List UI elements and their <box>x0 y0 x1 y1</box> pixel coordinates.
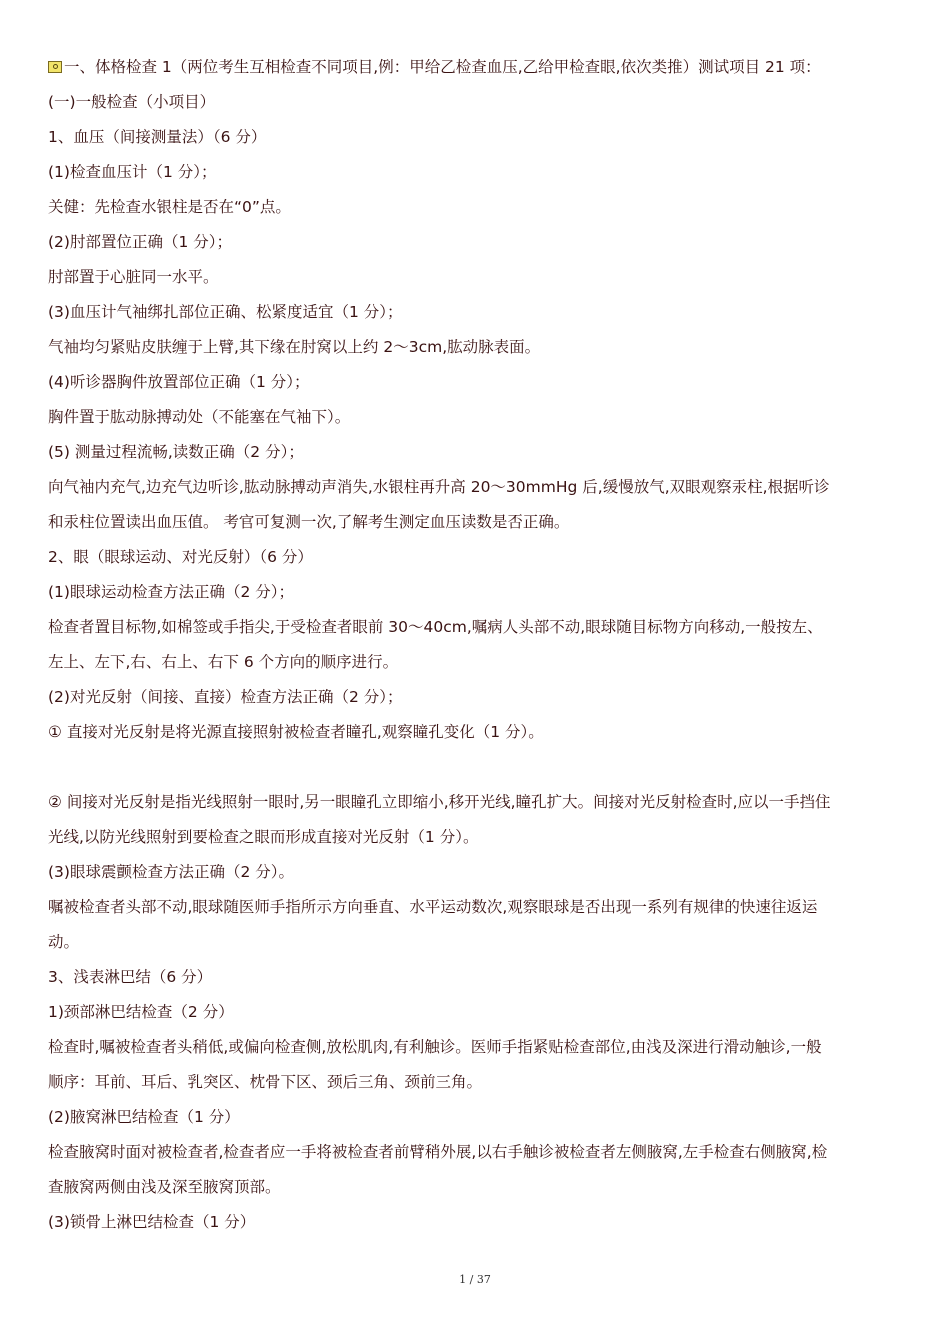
step-measurement-process: (5) 测量过程流畅,读数正确（2 分）； <box>48 443 304 461</box>
text-axillary-lymph-1: 检查腋窝时面对被检查者,检查者应一手将被检查者前臂稍外展,以右手触诊被检查者左侧腋窝,左手检查右侧腋窝,检 <box>48 1143 828 1161</box>
text-key-point: 关健：先检查水银柱是否在“0”点。 <box>48 198 291 216</box>
blank-line <box>48 750 906 785</box>
item-lymph-nodes: 3、浅表淋巴结（6 分） <box>48 968 213 986</box>
step-nystagmus: (3)眼球震颤检查方法正确（2 分）。 <box>48 863 294 881</box>
text-indirect-light-reflex-2: 光线,以防光线照射到要检查之眼而形成直接对光反射（1 分）。 <box>48 828 479 846</box>
step-elbow-position: (2)肘部置位正确（1 分）； <box>48 233 232 251</box>
text-stethoscope-placement: 胸件置于肱动脉搏动处（不能塞在气袖下）。 <box>48 408 351 426</box>
text-measurement-process-1: 向气袖内充气,边充气边听诊,肱动脉搏动声消失,水银柱再升高 20～30mmHg 后,缓慢放气,双眼观察汞柱,根据听诊 <box>48 478 830 496</box>
text-eye-movement-1: 检查者置目标物,如棉签或手指尖,于受检查者眼前 30～40cm,嘱病人头部不动,眼球随目标物方向移动,一般按左、 <box>48 618 823 636</box>
document-icon <box>48 61 62 73</box>
step-axillary-lymph: (2)腋窝淋巴结检查（1 分） <box>48 1108 240 1126</box>
text-elbow-position: 肘部置于心脏同一水平。 <box>48 268 219 286</box>
step-light-reflex: (2)对光反射（间接、直接）检查方法正确（2 分）； <box>48 688 403 706</box>
text-measurement-process-2: 和汞柱位置读出血压值。 考官可复测一次,了解考生测定血压读数是否正确。 <box>48 513 570 531</box>
step-eye-movement: (1)眼球运动检查方法正确（2 分）； <box>48 583 294 601</box>
step-supraclavicular-lymph: (3)锁骨上淋巴结检查（1 分） <box>48 1213 256 1231</box>
text-cuff-binding: 气袖均匀紧贴皮肤缠于上臂,其下缘在肘窝以上约 2～3cm,肱动脉表面。 <box>48 338 541 356</box>
text-direct-light-reflex: ① 直接对光反射是将光源直接照射被检查者瞳孔,观察瞳孔变化（1 分）。 <box>48 723 544 741</box>
page-number: 1 / 37 <box>459 1273 491 1286</box>
text-neck-lymph-1: 检查时,嘱被检查者头稍低,或偏向检查侧,放松肌肉,有利触诊。医师手指紧贴检查部位,由浅及深进行滑动触诊,一般 <box>48 1038 822 1056</box>
item-blood-pressure: 1、血压（间接测量法）（6 分） <box>48 128 267 146</box>
heading-physical-exam: 一、体格检查 1（两位考生互相检查不同项目,例：甲给乙检查血压,乙给甲检查眼,依次类推）测试项目 21 项： <box>48 50 906 85</box>
text-nystagmus-1: 嘱被检查者头部不动,眼球随医师手指所示方向垂直、水平运动数次,观察眼球是否出现一系列有规律的快速往返运 <box>48 898 818 916</box>
step-neck-lymph: 1)颈部淋巴结检查（2 分） <box>48 1003 234 1021</box>
text-axillary-lymph-2: 查腋窝两侧由浅及深至腋窝顶部。 <box>48 1178 281 1196</box>
section-general-exam: (一)一般检查（小项目） <box>48 93 216 111</box>
text-indirect-light-reflex-1: ② 间接对光反射是指光线照射一眼时,另一眼瞳孔立即缩小,移开光线,瞳孔扩大。间接对光反射检查时,应以一手挡住 <box>48 793 831 811</box>
text-nystagmus-2: 动。 <box>48 933 80 951</box>
item-eye: 2、眼（眼球运动、对光反射）（6 分） <box>48 548 313 566</box>
text-eye-movement-2: 左上、左下,右、右上、右下 6 个方向的顺序进行。 <box>48 653 399 671</box>
step-check-sphygmomanometer: (1)检查血压计（1 分）； <box>48 163 217 181</box>
document-page <box>48 50 906 1240</box>
step-stethoscope-placement: (4)听诊器胸件放置部位正确（1 分）； <box>48 373 310 391</box>
step-cuff-binding: (3)血压计气袖绑扎部位正确、松紧度适宜（1 分）； <box>48 303 403 321</box>
text-neck-lymph-2: 顺序：耳前、耳后、乳突区、枕骨下区、颈后三角、颈前三角。 <box>48 1073 483 1091</box>
